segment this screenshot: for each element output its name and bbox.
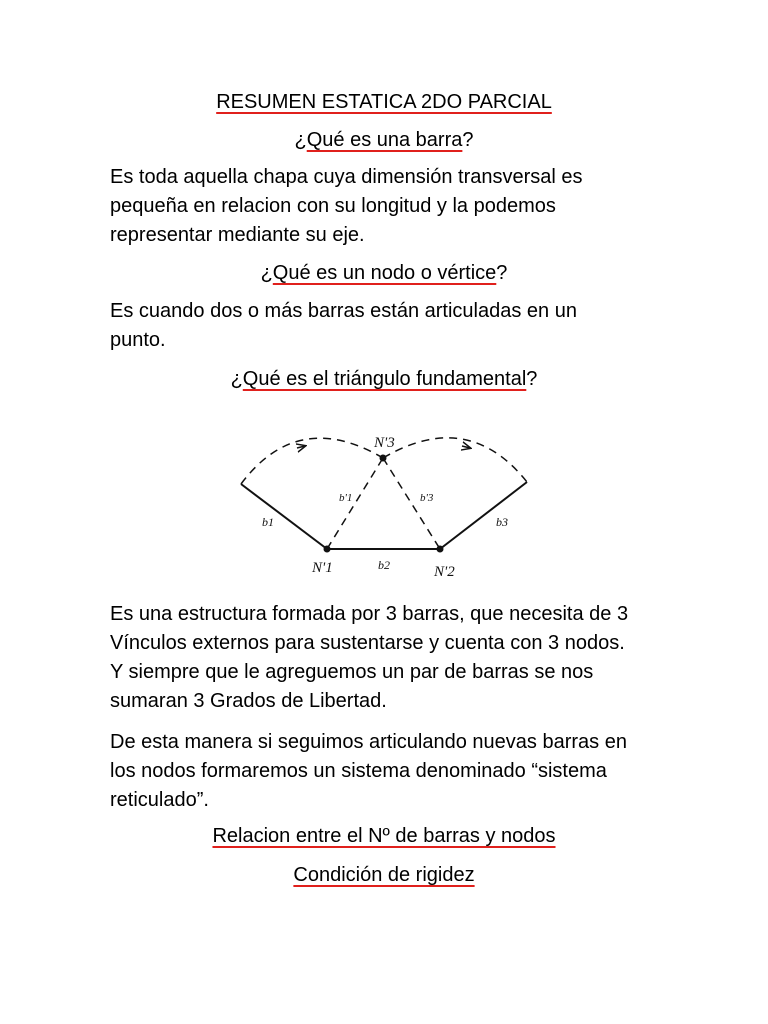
label-b3-prime: b'3 (420, 492, 434, 504)
bar-b3 (440, 482, 527, 549)
paragraph-line: Y siempre que le agreguemos un par de barras se nos (110, 661, 594, 683)
label-n2: N'2 (434, 564, 455, 580)
paragraph-line: los nodos formaremos un sistema denominado “sistema (110, 760, 607, 782)
label-b3: b3 (496, 515, 508, 529)
paragraph-estructura (110, 600, 670, 716)
paragraph-line: sumaran 3 Grados de Libertad. (110, 690, 387, 712)
answer-line: punto. (110, 329, 166, 351)
rotation-arc-left (241, 438, 383, 484)
answer-barra (110, 163, 670, 250)
subheading-relacion: Relacion entre el Nº de barras y nodos (212, 825, 556, 847)
arrow-right-icon (462, 446, 470, 448)
answer-line: representar mediante su eje. (110, 224, 365, 246)
label-b1-prime: b'1 (339, 492, 353, 504)
bar-b1 (241, 484, 327, 549)
answer-line: Es cuando dos o más barras están articuladas en un (110, 300, 577, 322)
label-b2: b2 (378, 558, 390, 572)
node-n2 (437, 546, 444, 553)
paragraph-line: reticulado”. (110, 789, 209, 811)
question-triangulo: ¿Qué es el triángulo fundamental? (230, 368, 538, 390)
answer-line: pequeña en relacion con su longitud y la podemos (110, 195, 556, 217)
question-barra: ¿Qué es una barra? (294, 129, 474, 151)
subheading-rigidez: Condición de rigidez (293, 864, 475, 886)
rotation-arc-right (383, 438, 527, 482)
document-title: RESUMEN ESTATICA 2DO PARCIAL (216, 91, 552, 113)
arrow-left-icon (297, 446, 305, 448)
answer-nodo (110, 297, 670, 355)
question-nodo: ¿Qué es un nodo o vértice? (260, 262, 508, 284)
node-n3 (380, 455, 387, 462)
label-n1: N'1 (312, 560, 333, 576)
bar-b1-prime (327, 458, 383, 549)
paragraph-reticulado (110, 728, 670, 815)
answer-line: Es toda aquella chapa cuya dimensión transversal es (110, 166, 583, 188)
paragraph-line: Vínculos externos para sustentarse y cuenta con 3 nodos. (110, 632, 625, 654)
paragraph-line: De esta manera si seguimos articulando nuevas barras en (110, 731, 627, 753)
node-n1 (324, 546, 331, 553)
label-n3: N'3 (374, 435, 395, 451)
triangle-diagram (228, 420, 540, 590)
paragraph-line: Es una estructura formada por 3 barras, que necesita de 3 (110, 603, 629, 625)
label-b1: b1 (262, 515, 274, 529)
